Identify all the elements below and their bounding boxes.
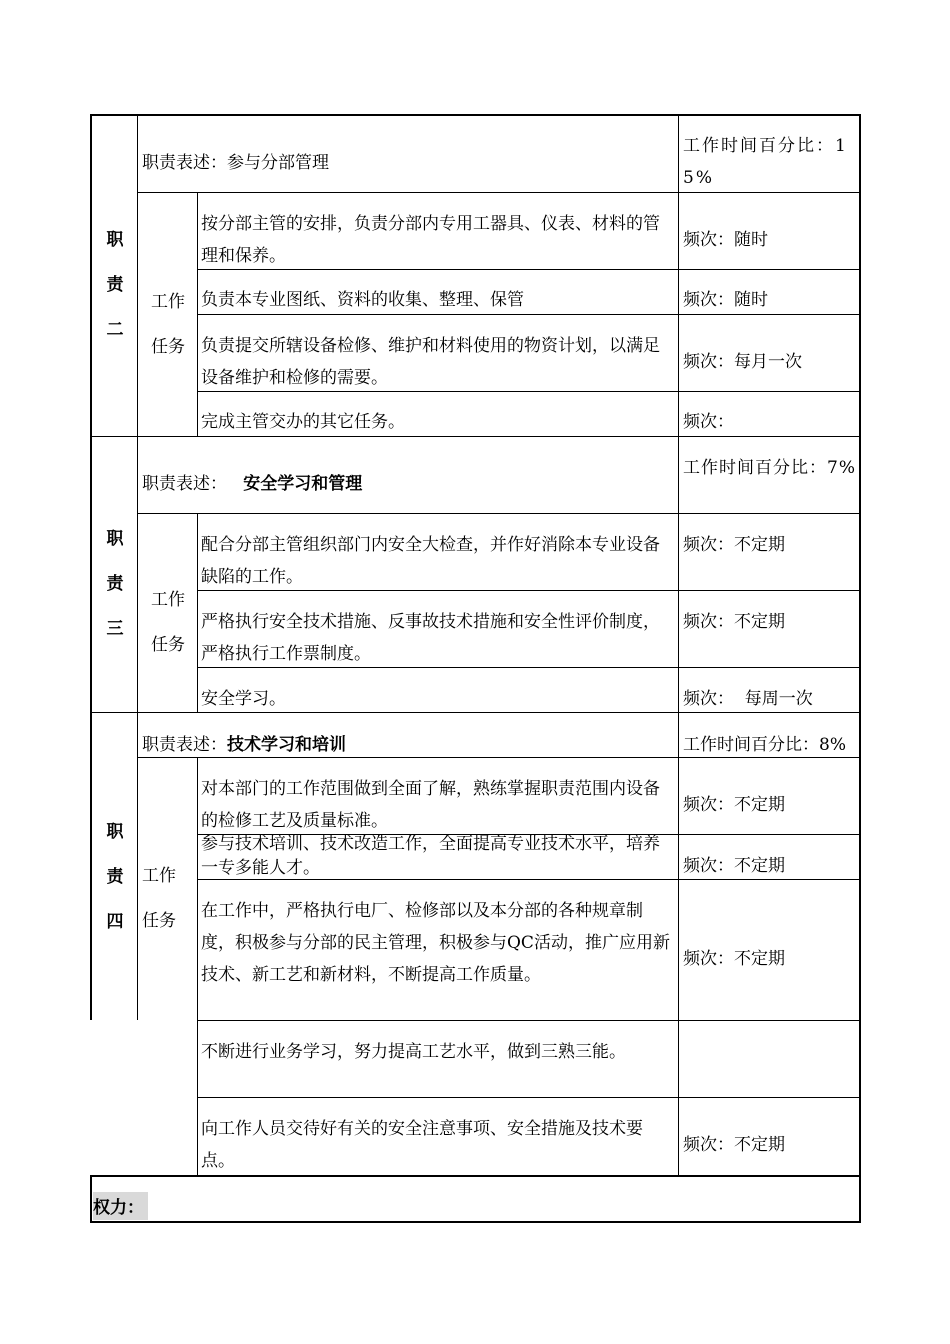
task-frequency: 频次：不定期 [683,1135,785,1155]
duty-description-2: 职责表述：参与分部管理 [142,153,329,173]
task-frequency: 频次：不定期 [683,612,785,632]
task-frequency: 频次：不定期 [683,949,785,969]
task-text: 严格执行安全技术措施、反事故技术措施和安全性评价制度，严格执行工作票制度。 [201,612,660,664]
task-label-2: 工作任务 [151,292,185,357]
duty-description-4: 职责表述：技术学习和培训 [142,735,346,755]
task-text: 向工作人员交待好有关的安全注意事项、安全措施及技术要点。 [201,1119,643,1171]
task-frequency: 频次：随时 [683,230,768,250]
section-label-2: 职责二 [106,230,124,340]
time-percentage-3: 工作时间百分比：7% [683,458,856,478]
duty-description-3: 职责表述： 安全学习和管理 [142,474,363,494]
task-text: 安全学习。 [201,689,286,709]
table-bottom-border [90,1221,861,1223]
task-label-4: 工作任务 [142,866,176,931]
time-percentage-2: 工作时间百分比：15% [683,136,848,188]
task-text: 负责提交所辖设备检修、维护和材料使用的物资计划，以满足设备维护和检修的需要。 [201,336,660,388]
task-text: 对本部门的工作范围做到全面了解，熟练掌握职责范围内设备的检修工艺及质量标准。 [201,779,660,831]
task-text: 负责本专业图纸、资料的收集、整理、保管 [201,290,524,310]
power-label: 权力： [93,1192,148,1220]
table-top-border [90,114,861,116]
task-frequency: 频次：不定期 [683,795,785,815]
section-label-4: 职责四 [106,822,124,932]
task-text: 在工作中，严格执行电厂、检修部以及本分部的各种规章制度，积极参与分部的民主管理，积极参与QC活动，推广应用新技术、新工艺和新材料，不断提高工作质量。 [201,901,670,985]
task-label-3: 工作任务 [151,590,185,655]
task-text: 参与技术培训、技术改造工作，全面提高专业技术水平，培养一专多能人才。 [201,834,660,878]
task-text: 不断进行业务学习，努力提高工艺水平，做到三熟三能。 [201,1042,626,1062]
task-frequency: 频次：每月一次 [683,352,802,372]
task-frequency: 频次： 每周一次 [683,689,813,709]
task-text: 按分部主管的安排，负责分部内专用工器具、仪表、材料的管理和保养。 [201,214,660,266]
task-frequency: 频次：不定期 [683,856,785,876]
section-label-3: 职责三 [106,529,124,639]
time-percentage-4: 工作时间百分比：8% [683,735,846,755]
task-frequency: 频次： [683,412,734,432]
task-text: 配合分部主管组织部门内安全大检查，并作好消除本专业设备缺陷的工作。 [201,535,660,587]
task-frequency: 频次：随时 [683,290,768,310]
task-frequency: 频次：不定期 [683,535,785,555]
task-text: 完成主管交办的其它任务。 [201,412,405,432]
